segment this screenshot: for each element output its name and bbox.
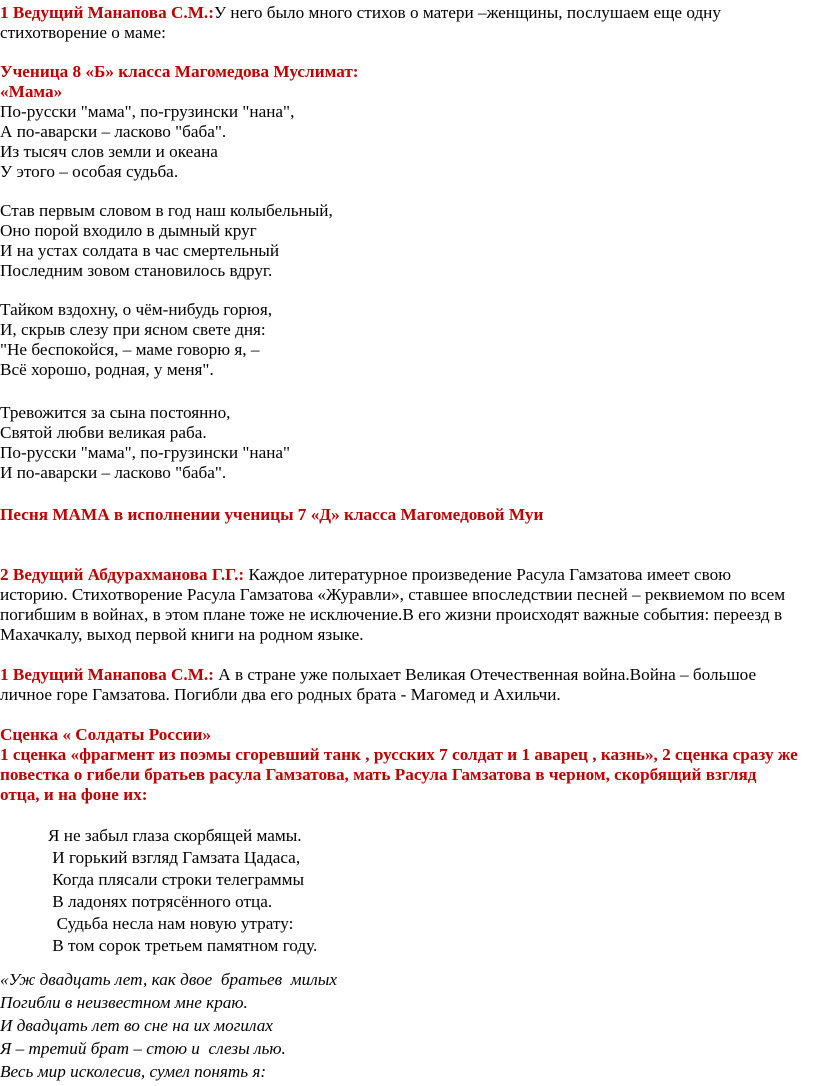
- poem-line: И горький взгляд Гамзата Цадаса,: [48, 848, 301, 867]
- host1-intro-line2: стихотворение о маме:: [0, 23, 166, 42]
- poem-line: Последним зовом становилось вдруг.: [0, 261, 273, 280]
- host1-intro-line1: [0, 3, 721, 23]
- poem-line: Всё хорошо, родная, у меня".: [0, 360, 214, 379]
- poem-line: Оно порой входило в дымный круг: [0, 221, 257, 240]
- host1-war-text: А в стране уже полыхает Великая Отечественная война.Война – большое: [213, 665, 757, 684]
- poem-title: «Мама»: [0, 82, 63, 101]
- poem-line: Погибли в неизвестном мне краю.: [0, 993, 248, 1012]
- poem-line: По-русски "мама", по-грузински "нана",: [0, 102, 295, 121]
- poem-line: "Не беспокойся, – маме говорю я, –: [0, 340, 260, 359]
- scene-desc-line: повестка о гибели братьев расула Гамзатова, мать Расула Гамзатова в черном, скорбящий взгляд: [0, 765, 757, 784]
- poem-line: В ладонях потрясённого отца.: [48, 892, 273, 911]
- host2-line: погибшим в войнах, в этом плане тоже не исключение.В его жизни происходят важные события: переезд в: [0, 605, 783, 624]
- host1-war-line1: [0, 665, 756, 685]
- poem-stanza-3: [0, 300, 272, 380]
- poem-line: Судьба несла нам новую утрату:: [48, 914, 294, 933]
- host1-speaker: 1 Ведущий Манапова С.М.:: [0, 3, 214, 22]
- poem-line: В том сорок третьем памятном году.: [48, 936, 318, 955]
- poem-stanza-4: [0, 403, 290, 483]
- host2-line: историю. Стихотворение Расула Гамзатова «Журавли», ставшее впоследствии песней – реквиемом по всем: [0, 585, 786, 604]
- host2-line1: [0, 565, 731, 585]
- poem-line: У этого – особая судьба.: [0, 162, 179, 181]
- italic-poem: [0, 970, 337, 1085]
- host2-text: Каждое литературное произведение Расула Гамзатова имеет свою: [244, 565, 732, 584]
- poem-line: И по-аварски – ласково "баба".: [0, 463, 227, 482]
- poem-line: А по-аварски – ласково "баба".: [0, 122, 227, 141]
- poem-line: Тайком вздохну, о чём-нибудь горюя,: [0, 300, 273, 319]
- poem-line: Я – третий брат – стою и слезы лью.: [0, 1039, 286, 1058]
- poem-line: Тревожится за сына постоянно,: [0, 403, 231, 422]
- poem-line: Святой любви великая раба.: [0, 423, 207, 442]
- poem-line: Из тысяч слов земли и океана: [0, 142, 218, 161]
- indented-poem: [48, 826, 317, 958]
- student-heading: Ученица 8 «Б» класса Магомедова Муслимат:: [0, 62, 359, 81]
- poem-line: И, скрыв слезу при ясном свете дня:: [0, 320, 266, 339]
- song-heading: Песня МАМА в исполнении ученицы 7 «Д» класса Магомедовой Муи: [0, 505, 544, 524]
- poem-line: Я не забыл глаза скорбящей мамы.: [48, 826, 302, 845]
- poem-stanza-2: [0, 201, 333, 281]
- poem-line: «Уж двадцать лет, как двое братьев милых: [0, 970, 337, 989]
- poem-line: Став первым словом в год наш колыбельный,: [0, 201, 333, 220]
- scene-heading: Сценка « Солдаты России»: [0, 725, 212, 744]
- host1-intro-text: У него было много стихов о матери –женщины, послушаем еще одну: [213, 3, 721, 22]
- poem-line: И на устах солдата в час смертельный: [0, 241, 280, 260]
- host1-war-line2: личное горе Гамзатова. Погибли два его родных брата - Магомед и Ахильчи.: [0, 685, 561, 704]
- poem-stanza-1: [0, 102, 294, 182]
- poem-line: И двадцать лет во сне на их могилах: [0, 1016, 273, 1035]
- host1-war-speaker: 1 Ведущий Манапова С.М.:: [0, 665, 214, 684]
- scene-desc-line: 1 сценка «фрагмент из поэмы сгоревший танк , русских 7 солдат и 1 аварец , казнь», 2 сценка сразу же: [0, 745, 798, 764]
- scene-desc-line: отца, и на фоне их:: [0, 785, 148, 804]
- host2-line: Махачкалу, выход первой книги на родном языке.: [0, 625, 364, 644]
- host2-speaker: 2 Ведущий Абдурахманова Г.Г.:: [0, 565, 245, 584]
- poem-line: Весь мир исколесив, сумел понять я:: [0, 1062, 267, 1081]
- poem-line: Когда плясали строки телеграммы: [48, 870, 305, 889]
- poem-line: По-русски "мама", по-грузински "нана": [0, 443, 291, 462]
